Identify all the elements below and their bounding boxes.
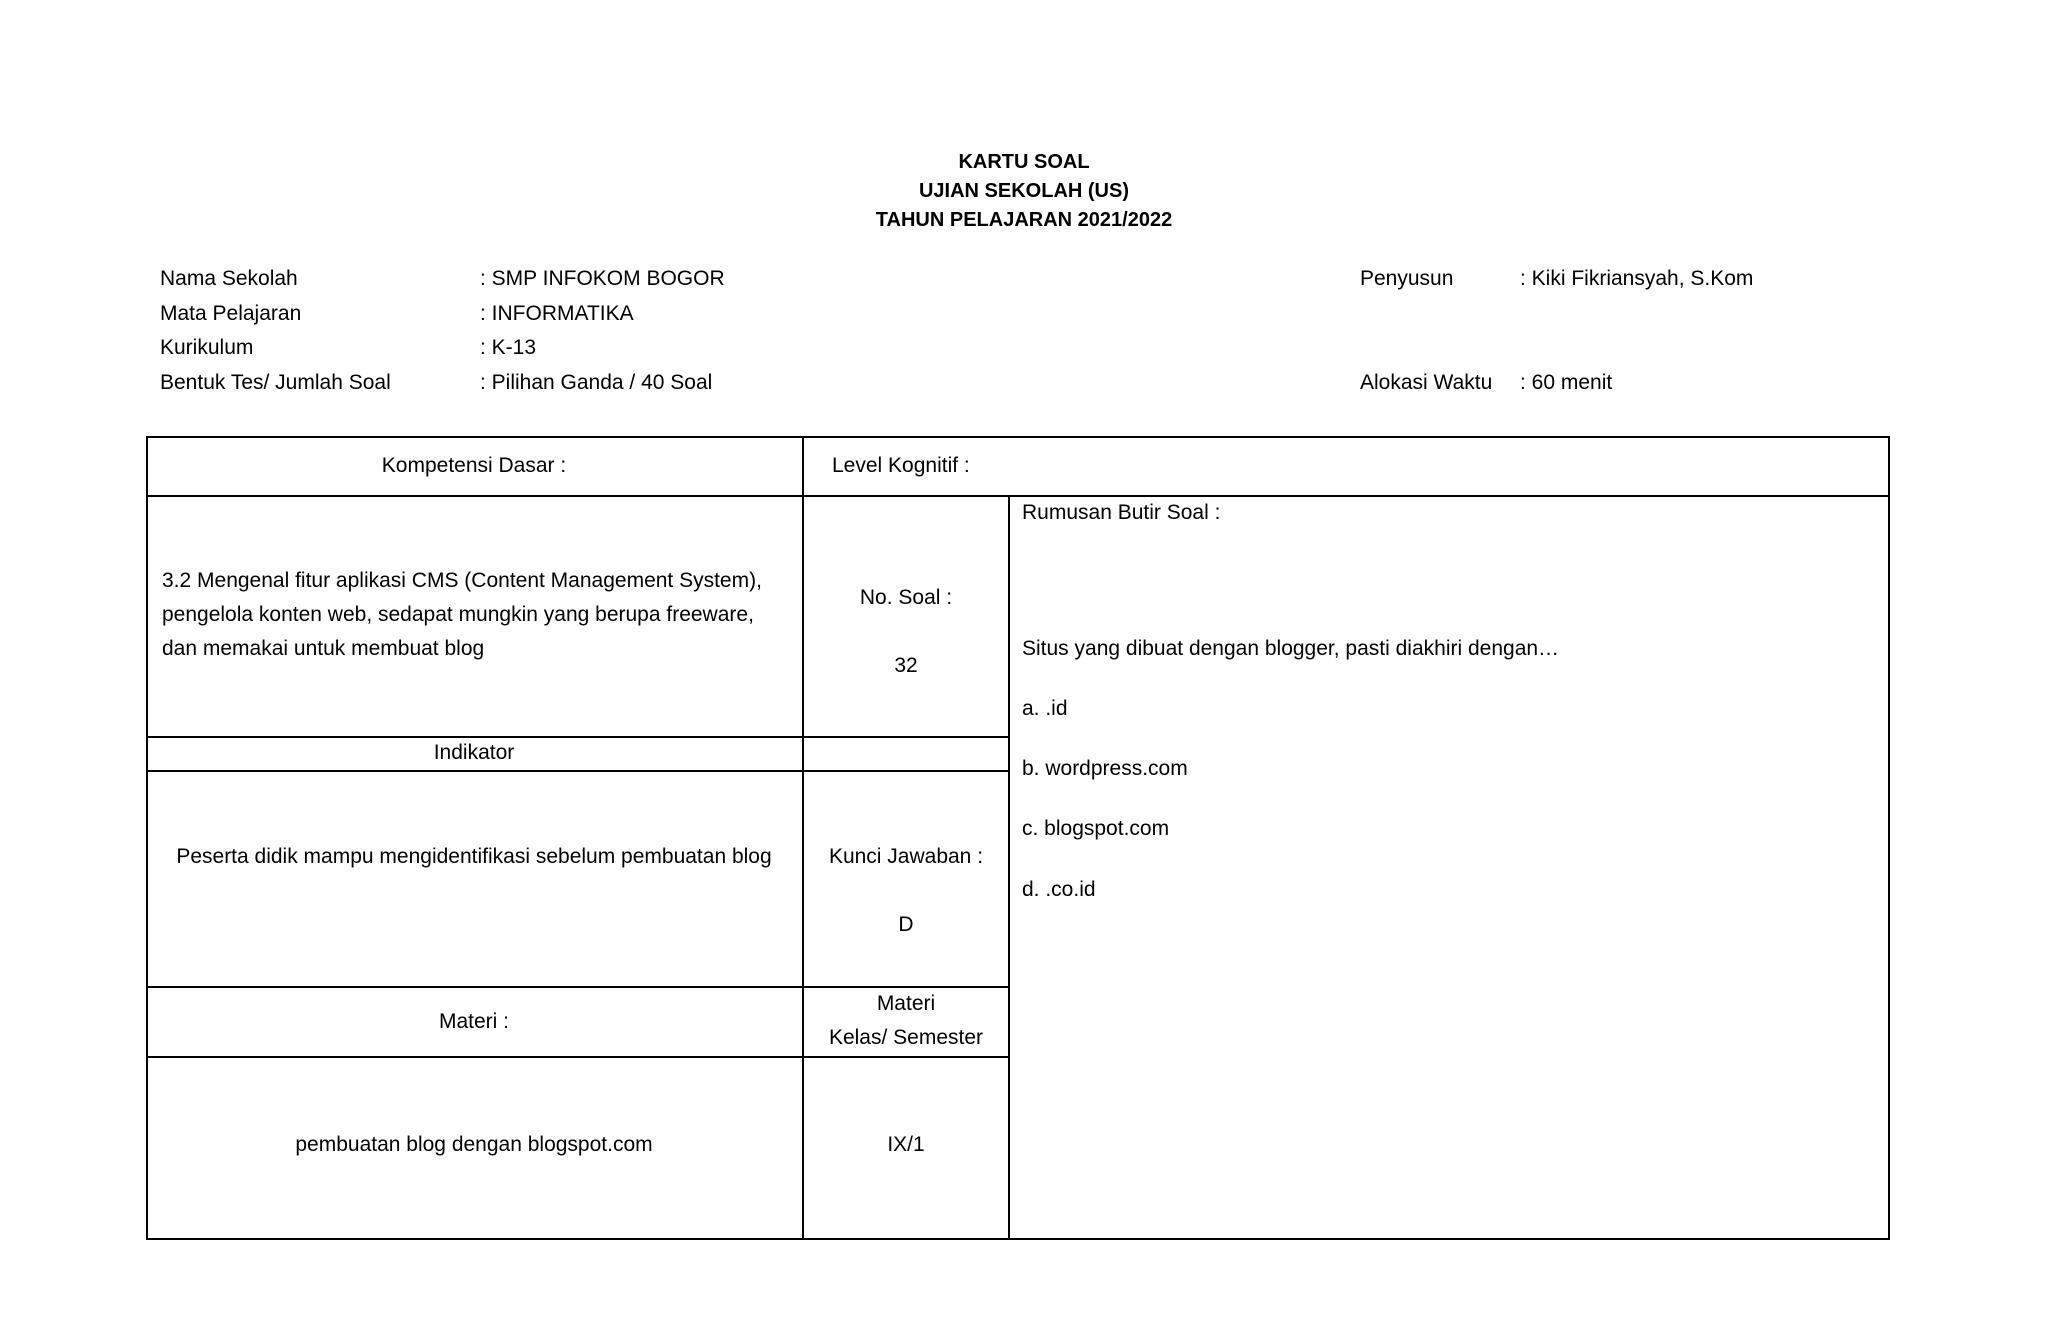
column-divider-1 [802,436,804,1240]
kelas-semester-value: IX/1 [887,1133,925,1156]
info-subject-label: Mata Pelajaran [160,302,302,325]
info-subject-value: : INFORMATIKA [480,302,634,325]
no-soal-label: No. Soal : [859,586,953,609]
option-c: c. blogspot.com [1022,817,1170,840]
option-a: a. .id [1022,697,1068,720]
indikator-text: Peserta didik mampu mengidentifikasi sebelum pembuatan blog [176,845,772,868]
kunci-jawaban-label: Kunci Jawaban : [828,845,984,868]
card-border-right [1888,436,1890,1240]
info-time-value: : 60 menit [1520,371,1613,394]
materi-text: pembuatan blog dengan blogspot.com [295,1133,653,1156]
option-b: b. wordpress.com [1022,757,1188,780]
document-header [0,148,2048,235]
column-divider-2 [1008,496,1010,1240]
info-curriculum-label: Kurikulum [160,336,254,359]
option-d: d. .co.id [1022,878,1096,901]
level-kognitif-header: Level Kognitif : [832,454,970,477]
materi-kelas-line1: Materi [876,992,936,1015]
kd-header: Kompetensi Dasar : [381,454,567,477]
info-school-label: Nama Sekolah [160,267,298,290]
info-test-value: : Pilihan Ganda / 40 Soal [480,371,713,394]
question-text: Situs yang dibuat dengan blogger, pasti diakhiri dengan… [1022,637,1560,660]
info-author-label: Penyusun [1360,267,1454,290]
rumusan-label: Rumusan Butir Soal : [1022,501,1221,524]
materi-header: Materi : [438,1010,509,1033]
kunci-jawaban-value: D [898,913,914,936]
info-author-value: : Kiki Fikriansyah, S.Kom [1520,267,1754,290]
card-border-left [146,436,148,1240]
materi-kelas-header [804,987,1008,1055]
question-card [146,436,1890,1240]
header-title: KARTU SOAL [958,151,1090,173]
header-academic-year: TAHUN PELAJARAN 2021/2022 [875,209,1173,231]
indikator-header: Indikator [433,741,515,764]
info-time-label: Alokasi Waktu [1360,371,1493,394]
no-soal-value: 32 [894,654,918,677]
materi-kelas-line2: Kelas/ Semester [828,1026,984,1049]
kd-text: 3.2 Mengenal fitur aplikasi CMS (Content Management System), pengelola konten web, sedapat mungkin yang berupa freeware, dan memakai untuk membuat blog [162,569,762,660]
info-test-label: Bentuk Tes/ Jumlah Soal [160,371,391,394]
header-exam-name: UJIAN SEKOLAH (US) [918,180,1129,202]
card-border-bottom [146,1238,1890,1240]
info-school-value: : SMP INFOKOM BOGOR [480,267,725,290]
info-curriculum-value: : K-13 [480,336,537,359]
